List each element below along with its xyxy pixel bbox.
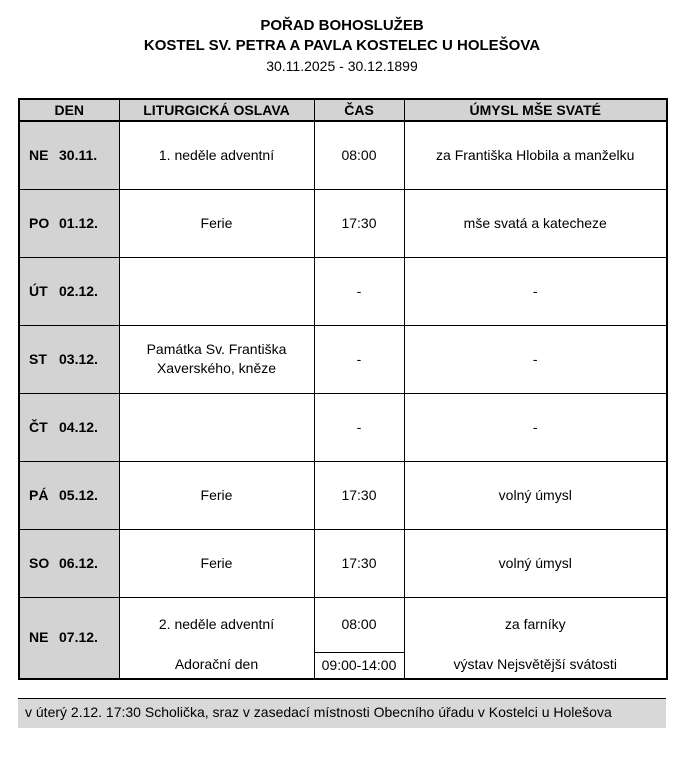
page-title: POŘAD BOHOSLUŽEB [260, 17, 424, 34]
intention-cell: volný úmysl [404, 529, 667, 597]
table-row [19, 461, 667, 529]
intention-cell: za Františka Hlobila a manželku [404, 121, 667, 189]
table-row [19, 325, 667, 393]
day-abbrev: ČT [29, 418, 48, 435]
header-intention: ÚMYSL MŠE SVATÉ [404, 99, 667, 121]
day-cell [19, 461, 119, 529]
day-abbrev: ÚT [29, 282, 48, 299]
title-block [18, 16, 666, 76]
time-cell: 17:30 [314, 189, 404, 257]
day-cell [19, 529, 119, 597]
celebration-secondary: Adorační den [174, 656, 259, 672]
intention-cell: mše svatá a katecheze [404, 189, 667, 257]
schedule-table [18, 98, 668, 680]
day-date: 06.12. [59, 554, 98, 571]
intention-cell [404, 597, 667, 679]
footer-note: v úterý 2.12. 17:30 Scholička, sraz v zasedací místnosti Obecního úřadu v Kostelci u Holešova [18, 698, 666, 728]
time-primary: 08:00 [341, 616, 377, 632]
day-cell [19, 597, 119, 679]
schedule-header [19, 99, 667, 121]
day-date: 05.12. [59, 486, 98, 503]
intention-primary: za farníky [504, 616, 566, 632]
day-date: 01.12. [59, 214, 98, 231]
day-date: 03.12. [59, 350, 98, 367]
day-cell [19, 257, 119, 325]
header-time: ČAS [314, 99, 404, 121]
intention-cell: - [404, 257, 667, 325]
table-row-double [19, 597, 667, 679]
table-row [19, 393, 667, 461]
schedule-body [19, 121, 667, 679]
celebration-cell: Památka Sv. Františka Xaverského, kněze [119, 325, 314, 393]
celebration-cell: Ferie [119, 189, 314, 257]
celebration-cell [119, 257, 314, 325]
day-abbrev: PÁ [29, 486, 49, 503]
day-date: 02.12. [59, 282, 98, 299]
header-day: DEN [19, 99, 119, 121]
intention-cell: volný úmysl [404, 461, 667, 529]
table-row [19, 189, 667, 257]
time-cell: - [314, 325, 404, 393]
celebration-cell [119, 597, 314, 679]
day-cell [19, 325, 119, 393]
intention-secondary: výstav Nejsvětější svátosti [453, 656, 617, 672]
intention-cell: - [404, 393, 667, 461]
celebration-cell: Ferie [119, 529, 314, 597]
time-cell: 17:30 [314, 529, 404, 597]
intention-cell: - [404, 325, 667, 393]
day-abbrev: PO [29, 214, 50, 231]
day-abbrev: NE [29, 146, 49, 163]
time-cell: - [314, 393, 404, 461]
header-row [19, 99, 667, 121]
day-cell [19, 121, 119, 189]
day-abbrev: NE [29, 629, 49, 645]
table-row [19, 529, 667, 597]
day-date: 04.12. [59, 418, 98, 435]
church-name: KOSTEL SV. PETRA A PAVLA KOSTELEC U HOLEŠOVA [143, 37, 541, 54]
time-cell [314, 597, 404, 679]
time-cell: 08:00 [314, 121, 404, 189]
day-abbrev: SO [29, 554, 50, 571]
celebration-cell: 1. neděle adventní [119, 121, 314, 189]
time-cell: 17:30 [314, 461, 404, 529]
header-celebration: LITURGICKÁ OSLAVA [119, 99, 314, 121]
table-row [19, 121, 667, 189]
day-cell [19, 189, 119, 257]
day-date: 07.12. [59, 629, 98, 645]
date-range: 30.11.2025 - 30.12.1899 [266, 58, 418, 74]
day-cell [19, 393, 119, 461]
time-cell: - [314, 257, 404, 325]
celebration-cell: Ferie [119, 461, 314, 529]
celebration-cell [119, 393, 314, 461]
day-abbrev: ST [29, 350, 47, 367]
table-row [19, 257, 667, 325]
time-secondary: 09:00-14:00 [315, 652, 404, 678]
celebration-primary: 2. neděle adventní [158, 616, 275, 632]
day-date: 30.11. [59, 146, 98, 163]
